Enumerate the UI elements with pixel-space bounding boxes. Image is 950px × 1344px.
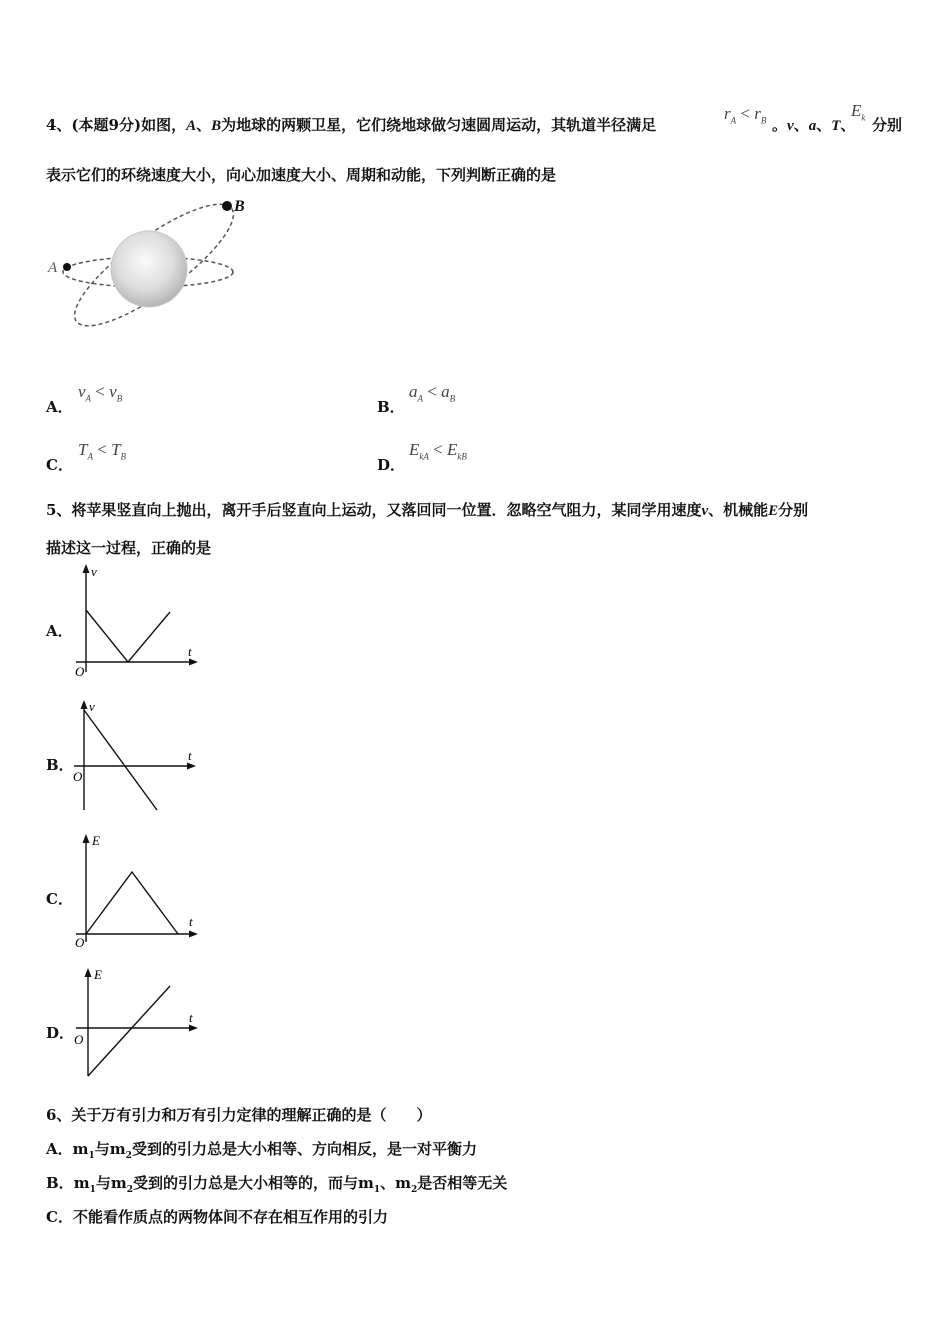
origin-label: O xyxy=(75,664,85,679)
origin-label: O xyxy=(74,1032,84,1047)
q4-option-b-label[interactable]: B． xyxy=(377,398,405,416)
x-arrow xyxy=(189,1025,198,1032)
q5-stem-line1: 5、将苹果竖直向上抛出，离开手后竖直向上运动，又落回同一位置．忽略空气阻力，某同学用速度v、机械能E分别 xyxy=(46,501,809,519)
energy-line xyxy=(88,986,170,1076)
q5-option-a-graph[interactable] xyxy=(70,562,205,682)
y-axis-label: v xyxy=(91,564,97,579)
y-axis-label: v xyxy=(89,699,95,714)
q5-stem-line2: 描述这一过程，正确的是 xyxy=(46,539,212,557)
q5-option-c-label[interactable]: C． xyxy=(46,890,73,908)
energy-line xyxy=(86,872,178,934)
x-axis-label: t xyxy=(189,914,193,929)
satellite-b xyxy=(222,201,232,211)
q4-stem-end: 分别 xyxy=(872,116,903,134)
q6-option-b[interactable]: B．$m_1$与$m_2$受到的引力总是大小相等的，而与$m_1$、$m_2$是否相等无关 xyxy=(46,1174,508,1195)
q5-option-d-graph[interactable] xyxy=(70,964,205,1082)
x-arrow xyxy=(189,931,198,938)
q5-option-c-graph[interactable] xyxy=(70,830,205,950)
q4-stem-line2: 表示它们的环绕速度大小，向心加速度大小、周期和动能，下列判断正确的是 xyxy=(46,166,557,184)
q4-satellite-orbit-figure xyxy=(40,190,250,350)
q6-stem: 6、关于万有引力和万有引力定律的理解正确的是（ ） xyxy=(46,1106,432,1124)
earth xyxy=(111,231,187,307)
q6-option-a[interactable]: A．$m_1$与$m_2$受到的引力总是大小相等、方向相反，是一对平衡力 xyxy=(46,1140,477,1161)
y-arrow xyxy=(81,700,88,709)
q6-option-c[interactable]: C．不能看作质点的两物体间不存在相互作用的引力 xyxy=(46,1208,388,1226)
y-arrow xyxy=(83,564,90,573)
q4-option-c-label[interactable]: C． xyxy=(46,456,73,474)
q5-option-a-label[interactable]: A． xyxy=(46,622,73,640)
q5-option-b-graph[interactable] xyxy=(70,698,205,816)
q4-option-d-label[interactable]: D． xyxy=(377,456,406,474)
x-axis-label: t xyxy=(189,1010,193,1025)
y-arrow xyxy=(85,968,92,977)
q4-stem-line1: 4、(本题9分)如图，A、B为地球的两颗卫星，它们绕地球做匀速圆周运动，其轨道半径满足 xyxy=(46,116,657,134)
q4-stem-quantities: 。v、a、T、 xyxy=(772,116,856,134)
x-arrow xyxy=(187,763,196,770)
q4-option-b-formula[interactable]: $a_A < a_B$ xyxy=(409,382,456,404)
satellite-a-label: A xyxy=(48,260,58,276)
origin-label: O xyxy=(75,935,85,950)
q4-orbit-radius-condition: $r_A < r_B$ xyxy=(724,104,767,126)
y-axis-label: E xyxy=(94,967,102,982)
q4-option-a-formula[interactable]: $v_A < v_B$ xyxy=(78,382,123,404)
y-arrow xyxy=(83,834,90,843)
satellite-a xyxy=(63,263,71,271)
q4-option-c-formula[interactable]: $T_A < T_B$ xyxy=(78,440,127,462)
x-axis-label: t xyxy=(188,748,192,763)
q4-option-a-label[interactable]: A． xyxy=(46,398,73,416)
q5-option-d-label[interactable]: D． xyxy=(46,1024,75,1042)
velocity-line xyxy=(86,610,170,662)
q5-option-b-label[interactable]: B． xyxy=(46,756,74,774)
y-axis-label: E xyxy=(92,833,100,848)
q4-option-d-formula[interactable]: $E_{kA} < E_{kB}$ xyxy=(409,440,467,462)
satellite-b-label: B xyxy=(234,198,245,215)
x-arrow xyxy=(189,659,198,666)
velocity-line xyxy=(84,710,157,810)
x-axis-label: t xyxy=(188,644,192,659)
origin-label: O xyxy=(73,769,83,784)
q4-kinetic-energy-symbol: $E_k$ xyxy=(851,101,866,123)
